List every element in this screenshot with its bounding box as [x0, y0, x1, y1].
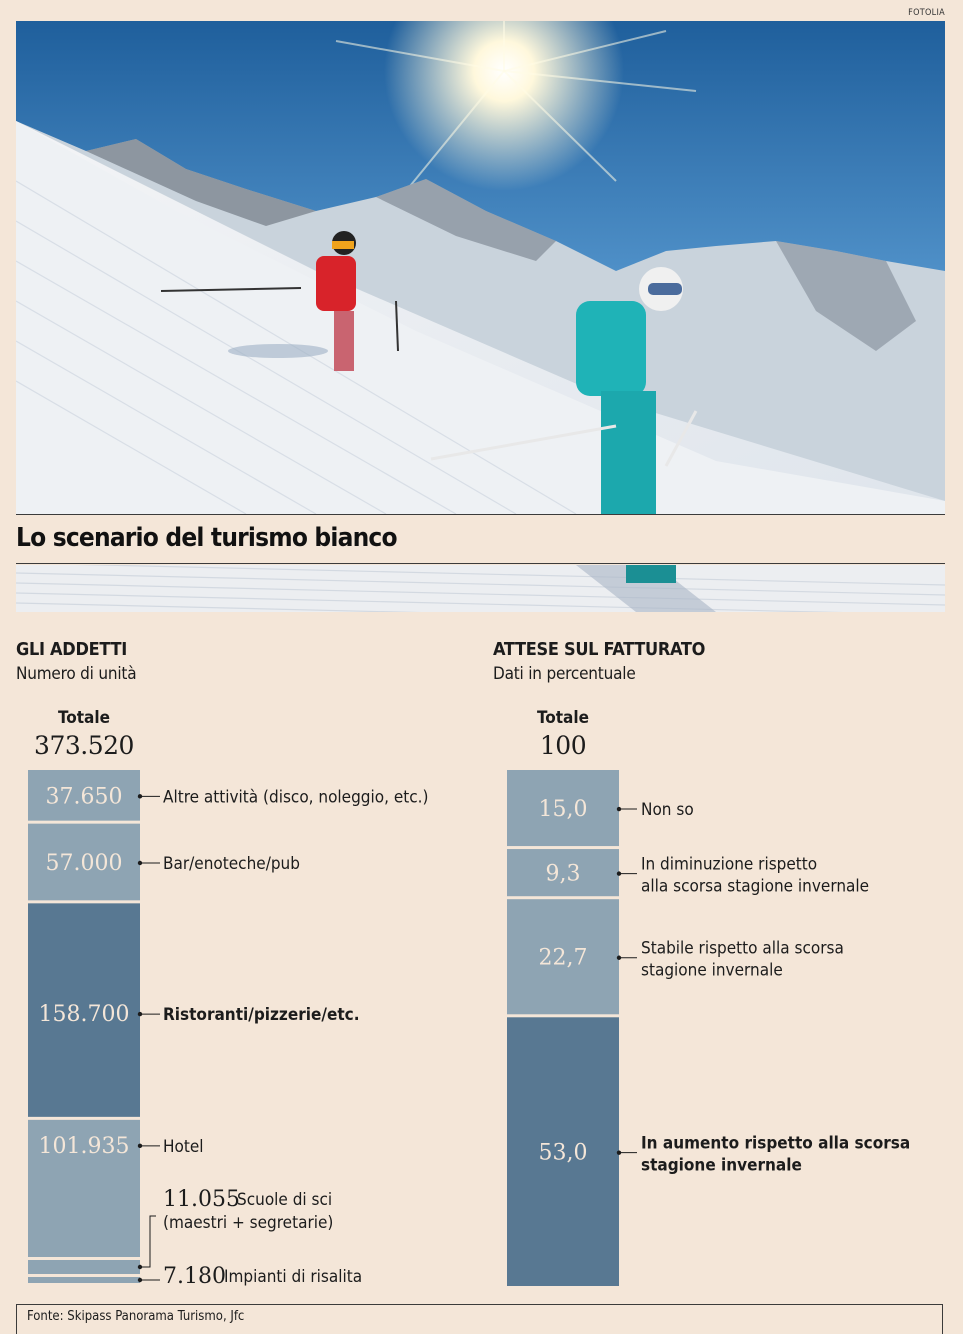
right-total-value: 100: [539, 731, 587, 760]
segment-label: (maestri + segretarie): [163, 1213, 334, 1233]
segment-value: 9,3: [545, 861, 581, 887]
segment-label: Hotel: [163, 1136, 204, 1157]
leader-dot: [617, 807, 621, 811]
leader-dot: [617, 1150, 621, 1154]
segment-label: Ristoranti/pizzerie/etc.: [163, 1005, 360, 1026]
segment-label: Scuole di sci: [237, 1190, 333, 1210]
right-chart-title: ATTESE SUL FATTURATO: [493, 639, 706, 660]
right-chart-subtitle: Dati in percentuale: [493, 664, 636, 684]
segment-value: 11.055: [163, 1187, 240, 1212]
source-note: Fonte: Skipass Panorama Turismo, Jfc: [16, 1304, 943, 1334]
left-chart-subtitle: Numero di unità: [16, 664, 137, 684]
leader-dot: [617, 871, 621, 875]
segment-label: In diminuzione rispetto: [641, 854, 818, 875]
segment-value: 158.700: [38, 1002, 130, 1028]
segment-value: 7.180: [163, 1264, 226, 1289]
segment-value: 101.935: [38, 1133, 130, 1159]
photo-credit: FOTOLIA: [908, 8, 945, 18]
segment-value: 57.000: [45, 850, 123, 876]
segment-label: Bar/enoteche/pub: [163, 853, 300, 874]
page-title: Lo scenario del turismo bianco: [16, 523, 397, 553]
segment-label: alla scorsa stagione invernale: [641, 876, 870, 897]
segment-label: Non so: [641, 800, 694, 821]
segment-label: Altre attività (disco, noleggio, etc.): [163, 787, 429, 808]
left-total-value: 373.520: [34, 731, 134, 760]
segment-label: stagione invernale: [641, 1155, 802, 1176]
segment-label: In aumento rispetto alla scorsa: [641, 1133, 911, 1154]
segment-value: 15,0: [538, 797, 588, 823]
left-chart-title: GLI ADDETTI: [16, 639, 127, 660]
segment-value: 37.650: [45, 784, 123, 810]
segment-value: 22,7: [538, 945, 588, 971]
segment-label: Impianti di risalita: [224, 1267, 363, 1287]
leader-dot: [617, 956, 621, 960]
right-total-label: Totale: [537, 708, 589, 728]
left-total-label: Totale: [58, 708, 110, 728]
segment-label: Stabile rispetto alla scorsa: [641, 938, 844, 959]
segment-value: 53,0: [538, 1140, 588, 1166]
segment-label: stagione invernale: [641, 960, 783, 981]
